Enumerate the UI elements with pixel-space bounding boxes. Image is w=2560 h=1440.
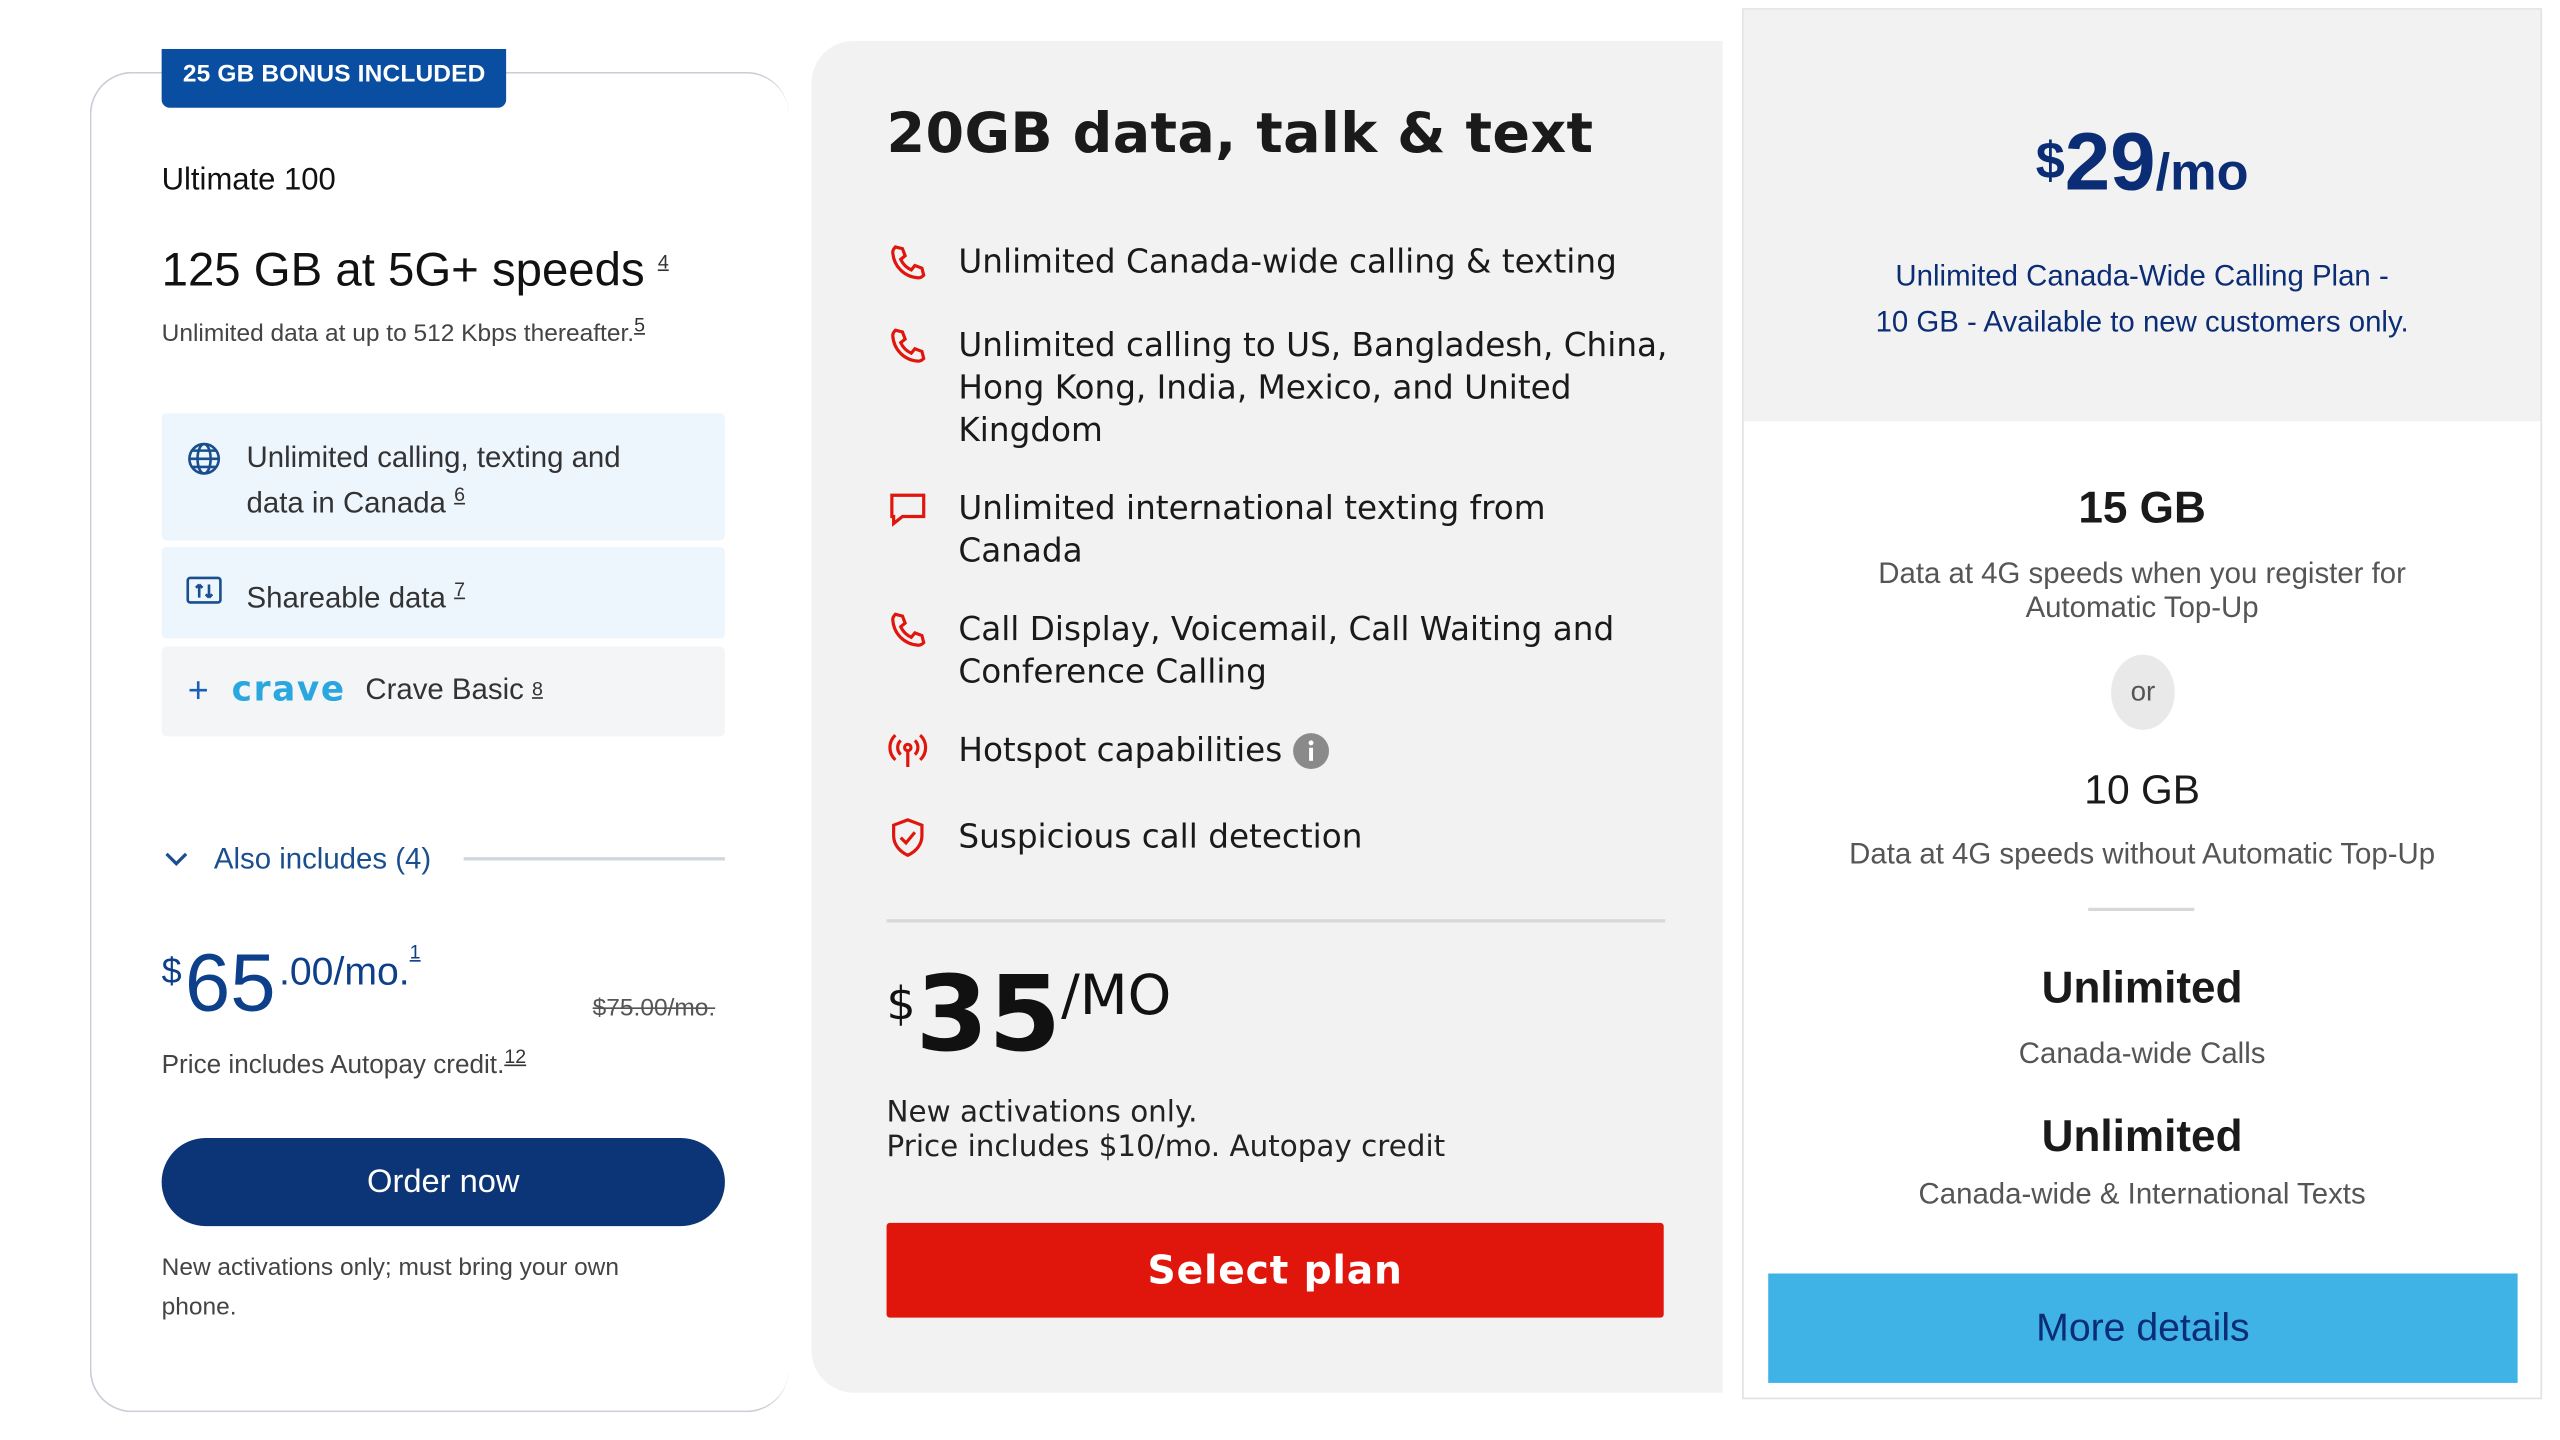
price-header [1744,10,2541,421]
info-icon[interactable] [1292,731,1331,770]
texts-desc: Canada-wide & International Texts [1918,1177,2366,1210]
shield-check-icon [887,816,929,858]
footnote-link[interactable]: 6 [454,483,466,507]
feature-calling-canada [162,413,725,540]
price-period: /mo [2155,142,2249,201]
data-option-amount: 10 GB [2084,767,2200,814]
calls-desc: Canada-wide Calls [2018,1036,2266,1070]
share-data-icon [184,571,223,610]
phone-icon [887,242,929,284]
feature-text: Hotspot capabilities [958,729,1283,770]
also-includes-label: Also includes (4) [213,841,432,875]
more-details-button[interactable]: More details [1768,1274,2517,1383]
divider [2088,908,2194,911]
price-cents: .00/mo. [278,950,410,995]
order-now-button[interactable]: Order now [162,1138,725,1226]
autopay-note [162,1045,527,1081]
texts-title: Unlimited [2041,1111,2243,1161]
feature-text: Unlimited international texting from Canada [958,488,1546,570]
activation-footnote: New activations only; must bring your own phone. [161,1253,619,1321]
feature-item [887,728,1671,772]
plan-description-line: 10 GB - Available to new customers only. [1875,305,2409,338]
plan-name: Ultimate 100 [161,163,336,198]
price-currency: $ [161,950,182,992]
bonus-badge: 25 GB BONUS INCLUDED [162,49,507,108]
phone-icon [887,609,929,651]
price-dollars: 65 [184,937,276,1029]
old-price: $75.00/mo. [592,994,716,1023]
phone-icon [887,325,929,367]
chat-bubble-icon [887,488,929,530]
data-option-desc: Data at 4G speeds without Automatic Top-Up [1849,837,2436,871]
feature-shareable-data [162,547,725,638]
feature-text: Call Display, Voicemail, Call Waiting and Conference Calling [958,608,1615,691]
feature-item [887,240,1671,284]
price-note [887,1096,1446,1165]
feature-label-text: Shareable data [246,581,446,614]
hotspot-icon [887,730,929,772]
price [162,934,421,1032]
plan-subtext-text: Unlimited data at up to 512 Kbps thereafter. [161,320,635,348]
or-separator: or [2111,655,2175,730]
calls-title: Unlimited [2041,963,2243,1013]
footnote-link[interactable]: 1 [409,940,421,964]
plan-subtext [162,313,645,347]
divider [887,919,1666,922]
plan-headline [162,245,669,299]
globe-icon [184,439,223,478]
plus-icon: + [187,669,209,711]
feature-item [887,323,1671,450]
feature-text: Suspicious call detection [958,816,1363,856]
price-note-line: Price includes $10/mo. Autopay credit [886,1129,1446,1165]
divider [464,858,725,860]
footnote-link[interactable]: 5 [634,313,645,337]
price-amount: 35 [915,955,1062,1076]
also-includes-toggle[interactable] [162,839,725,878]
footnote-link[interactable]: 8 [531,677,543,701]
data-option-amount: 15 GB [2078,483,2206,533]
feature-crave [162,647,725,737]
crave-logo: crave [231,669,346,709]
price-period: /MO [1061,963,1172,1029]
feature-label-line [247,477,621,523]
feature-label [247,571,465,617]
feature-label [247,439,621,522]
price [887,957,1172,1075]
footnote-link[interactable]: 12 [504,1044,527,1068]
price-amount: 29 [2064,115,2156,208]
chevron-down-icon [162,844,191,873]
feature-label-text: data in Canada [246,486,446,520]
feature-label-text: Crave Basic [365,672,524,706]
price [1744,114,2541,209]
feature-item [887,607,1671,692]
price-currency: $ [886,976,916,1031]
footnote-link[interactable]: 4 [657,250,669,274]
select-plan-button[interactable]: Select plan [887,1223,1664,1318]
feature-item [887,815,1671,859]
footnote-link[interactable]: 7 [454,577,466,601]
plan-headline-text: 125 GB at 5G+ speeds [161,244,645,298]
plan-title: 20GB data, talk & text [886,101,1594,167]
feature-text: Unlimited Canada-wide calling & texting [958,241,1617,281]
data-option-desc: Data at 4G speeds when you register for Automatic Top-Up [1878,556,2406,624]
autopay-text: Price includes Autopay credit. [161,1051,505,1080]
plan-description [1744,253,2541,344]
price-note-line: New activations only. [886,1095,1198,1130]
price-currency: $ [2035,130,2065,190]
feature-text: Unlimited calling to US, Bangladesh, China, Hong Kong, India, Mexico, and United Kingdom [958,324,1668,449]
plan-description-line: Unlimited Canada-Wide Calling Plan - [1895,259,2389,293]
feature-item [887,487,1671,572]
feature-label-line: Unlimited calling, texting and [246,440,621,474]
